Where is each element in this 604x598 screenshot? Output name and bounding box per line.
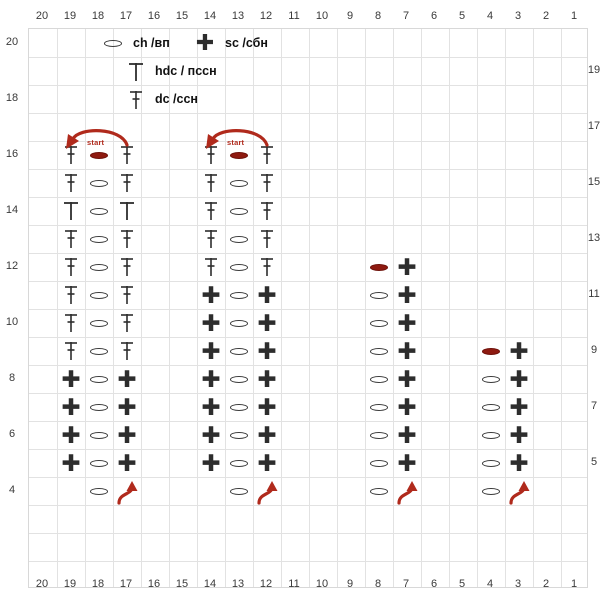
column-label-bottom: 16 [147,578,161,590]
row-label-right: 11 [588,288,600,300]
column-label-top: 14 [203,10,217,22]
stitch-dc-icon [57,281,85,309]
column-label-top: 12 [259,10,273,22]
stitch-ch-cell [85,337,113,365]
stitch-ch-cell [477,421,505,449]
column-label-top: 2 [542,10,550,22]
stitch-dc-icon [57,337,85,365]
stitch-ch-icon [90,432,108,439]
stitch-ch-icon [482,404,500,411]
stitch-hdc-icon [57,197,85,225]
start-label: start [87,138,105,147]
row-label-left: 8 [8,372,16,384]
row-label-left: 10 [5,316,19,328]
legend-item [122,58,217,84]
stitch-dc-icon [197,225,225,253]
stitch-sc-icon: ✚ [61,394,81,420]
stitch-sc-icon: ✚ [397,450,417,476]
stitch-ch-cell [225,393,253,421]
stitch-sc-icon: ✚ [61,422,81,448]
column-label-bottom: 12 [259,578,273,590]
stitch-ch-cell [365,449,393,477]
stitch-ch-icon [370,460,388,467]
stitch-ch-cell [365,393,393,421]
column-label-top: 15 [175,10,189,22]
stitch-dc-icon [113,337,141,365]
stitch-dc-icon [113,253,141,281]
stitch-dc-icon [113,281,141,309]
stitch-ch-icon [90,488,108,495]
column-label-bottom: 13 [231,578,245,590]
stitch-sc-icon: ✚ [397,338,417,364]
gridline-horizontal [29,561,587,562]
row-label-right: 7 [590,400,598,412]
column-label-bottom: 6 [430,578,438,590]
gridline-horizontal [29,505,587,506]
stitch-ch-icon [90,460,108,467]
stitch-ch-cell [225,253,253,281]
stitch-ch-icon [90,264,108,271]
stitch-sc-icon: ✚ [257,282,277,308]
stitch-sc-icon: ✚ [397,254,417,280]
column-label-top: 17 [119,10,133,22]
stitch-sc-icon: ✚ [201,338,221,364]
stitch-ch-cell [85,309,113,337]
stitch-ch-cell [85,253,113,281]
stitch-ch-cell [365,309,393,337]
stitch-sc-icon: ✚ [257,394,277,420]
column-label-bottom: 1 [570,578,578,590]
stitch-sc-icon: ✚ [397,282,417,308]
column-label-bottom: 19 [63,578,77,590]
stitch-sc-icon: ✚ [509,394,529,420]
legend-item [122,86,198,112]
column-label-bottom: 18 [91,578,105,590]
stitch-ch-icon [230,320,248,327]
stitch-sc-icon: ✚ [201,366,221,392]
column-label-top: 6 [430,10,438,22]
stitch-ch-cell [85,225,113,253]
stitch-ch-icon [230,292,248,299]
turning-arrow-icon [502,475,536,509]
stitch-ch-icon [230,264,248,271]
stitch-ch-cell [365,477,393,505]
stitch-ch-cell [85,421,113,449]
stitch-ch-filled-icon [90,152,108,159]
stitch-ch-icon [90,292,108,299]
row-label-left: 4 [8,484,16,496]
column-label-top: 9 [346,10,354,22]
column-label-bottom: 2 [542,578,550,590]
column-label-bottom: 11 [288,578,300,590]
stitch-ch-cell [225,477,253,505]
stitch-ch-filled-icon [370,264,388,271]
stitch-ch-icon [230,376,248,383]
column-label-bottom: 14 [203,578,217,590]
stitch-ch-cell [85,281,113,309]
column-label-top: 19 [63,10,77,22]
stitch-ch-cell [85,197,113,225]
stitch-sc-icon: ✚ [397,310,417,336]
row-label-left: 20 [5,36,19,48]
stitch-ch-cell [365,337,393,365]
legend-ch-icon [100,30,126,56]
stitch-ch-cell [225,337,253,365]
legend-sc-icon [192,30,218,56]
legend-item [100,30,170,56]
turning-arrow-icon [250,475,284,509]
stitch-ch-icon [90,404,108,411]
stitch-ch-icon [482,376,500,383]
turning-arrow-icon [390,475,424,509]
column-label-bottom: 3 [514,578,522,590]
column-label-top: 20 [35,10,49,22]
stitch-sc-icon: ✚ [195,30,215,55]
row-label-left: 18 [5,92,19,104]
stitch-dc-icon [253,225,281,253]
column-label-bottom: 10 [315,578,329,590]
stitch-dc-icon [113,225,141,253]
stitch-dc-icon [57,225,85,253]
legend-label: dc /ссн [155,92,198,106]
gridline-horizontal [29,57,587,58]
stitch-dc-icon [253,253,281,281]
stitch-sc-icon: ✚ [117,394,137,420]
stitch-grid [28,28,588,588]
stitch-ch-cell [225,169,253,197]
column-label-bottom: 5 [458,578,466,590]
stitch-ch-icon [370,488,388,495]
stitch-ch-cell [225,281,253,309]
stitch-hdc-icon [113,197,141,225]
stitch-ch-icon [482,488,500,495]
stitch-ch-filled-icon [482,348,500,355]
stitch-dc-icon [113,141,141,169]
stitch-ch-cell [85,477,113,505]
stitch-ch-icon [482,432,500,439]
stitch-ch-icon [370,376,388,383]
stitch-sc-icon: ✚ [201,450,221,476]
stitch-sc-icon: ✚ [201,310,221,336]
legend-dc-icon [122,86,148,112]
stitch-ch-cell [225,421,253,449]
stitch-ch-icon [370,320,388,327]
stitch-sc-icon: ✚ [117,450,137,476]
stitch-ch-cell [477,365,505,393]
start-label: start [227,138,245,147]
row-label-right: 13 [587,232,601,244]
legend-label: ch /вп [133,36,170,50]
stitch-dc-icon [57,169,85,197]
row-label-right: 5 [590,456,598,468]
stitch-sc-icon: ✚ [201,422,221,448]
row-label-right: 9 [590,344,598,356]
stitch-ch-cell [477,393,505,421]
column-label-top: 7 [402,10,410,22]
stitch-dc-icon [57,253,85,281]
stitch-dc-icon [113,169,141,197]
column-label-top: 13 [231,10,245,22]
stitch-dc-icon [57,309,85,337]
stitch-ch-icon [230,460,248,467]
stitch-dc-icon [197,169,225,197]
stitch-ch-icon [230,208,248,215]
stitch-ch-icon [230,236,248,243]
stitch-ch-cell [225,309,253,337]
stitch-ch-icon [482,460,500,467]
stitch-ch-icon [230,432,248,439]
column-label-top: 10 [315,10,329,22]
stitch-ch-cell [225,449,253,477]
row-label-right: 19 [587,64,601,76]
stitch-dc-icon [253,169,281,197]
column-label-bottom: 9 [346,578,354,590]
stitch-ch-cell [85,393,113,421]
stitch-ch-cell [225,225,253,253]
stitch-ch-cell [85,449,113,477]
column-label-bottom: 4 [486,578,494,590]
column-label-bottom: 8 [374,578,382,590]
stitch-sc-icon: ✚ [397,422,417,448]
stitch-ch-cell [477,477,505,505]
stitch-dc-icon [253,141,281,169]
row-label-right: 17 [587,120,601,132]
stitch-ch-cell [365,421,393,449]
stitch-dc-icon [197,197,225,225]
stitch-ch-icon [370,404,388,411]
stitch-sc-icon: ✚ [509,366,529,392]
column-label-top: 1 [570,10,578,22]
stitch-dc-icon [197,253,225,281]
legend-label: sc /сбн [225,36,268,50]
stitch-sc-icon: ✚ [117,366,137,392]
row-label-left: 14 [5,204,19,216]
stitch-ch-cell [365,281,393,309]
row-label-left: 6 [8,428,16,440]
row-label-right: 15 [587,176,601,188]
gridline-horizontal [29,113,587,114]
row-label-left: 16 [5,148,19,160]
stitch-ch-cell [477,337,505,365]
stitch-sc-icon: ✚ [257,450,277,476]
stitch-sc-icon: ✚ [509,338,529,364]
stitch-sc-icon: ✚ [61,450,81,476]
stitch-ch-cell [85,169,113,197]
stitch-sc-icon: ✚ [509,422,529,448]
legend-hdc-icon [122,58,148,84]
stitch-sc-icon: ✚ [509,450,529,476]
stitch-sc-icon: ✚ [61,366,81,392]
stitch-sc-icon: ✚ [257,366,277,392]
stitch-ch-icon [90,236,108,243]
stitch-ch-icon [104,40,122,47]
stitch-ch-icon [90,320,108,327]
stitch-dc-icon [253,197,281,225]
stitch-ch-icon [230,348,248,355]
stitch-ch-icon [90,348,108,355]
stitch-sc-icon: ✚ [201,282,221,308]
stitch-ch-cell [225,365,253,393]
stitch-ch-icon [90,376,108,383]
stitch-ch-cell [85,365,113,393]
column-label-top: 11 [288,10,300,22]
stitch-ch-cell [225,197,253,225]
column-label-bottom: 7 [402,578,410,590]
stitch-dc-icon [57,141,85,169]
stitch-sc-icon: ✚ [397,366,417,392]
gridline-horizontal [29,85,587,86]
stitch-dc-icon [197,141,225,169]
stitch-ch-icon [230,488,248,495]
stitch-ch-icon [370,292,388,299]
column-label-top: 3 [514,10,522,22]
stitch-dc-icon [113,309,141,337]
stitch-sc-icon: ✚ [117,422,137,448]
stitch-ch-cell [365,365,393,393]
stitch-ch-cell [477,449,505,477]
stitch-ch-icon [230,180,248,187]
column-label-top: 8 [374,10,382,22]
legend-label: hdc / пссн [155,64,217,78]
column-label-bottom: 20 [35,578,49,590]
gridline-horizontal [29,533,587,534]
column-label-bottom: 15 [175,578,189,590]
stitch-ch-icon [230,404,248,411]
stitch-ch-filled-icon [230,152,248,159]
stitch-sc-icon: ✚ [257,310,277,336]
column-label-bottom: 17 [119,578,133,590]
stitch-sc-icon: ✚ [257,338,277,364]
row-label-left: 12 [5,260,19,272]
stitch-ch-cell [365,253,393,281]
stitch-ch-icon [370,432,388,439]
turning-arrow-icon [110,475,144,509]
column-label-top: 5 [458,10,466,22]
stitch-sc-icon: ✚ [257,422,277,448]
stitch-sc-icon: ✚ [201,394,221,420]
column-label-top: 18 [91,10,105,22]
column-label-top: 4 [486,10,494,22]
stitch-ch-icon [370,348,388,355]
legend-item [192,30,268,56]
column-label-top: 16 [147,10,161,22]
stitch-sc-icon: ✚ [397,394,417,420]
stitch-ch-icon [90,180,108,187]
stitch-ch-icon [90,208,108,215]
